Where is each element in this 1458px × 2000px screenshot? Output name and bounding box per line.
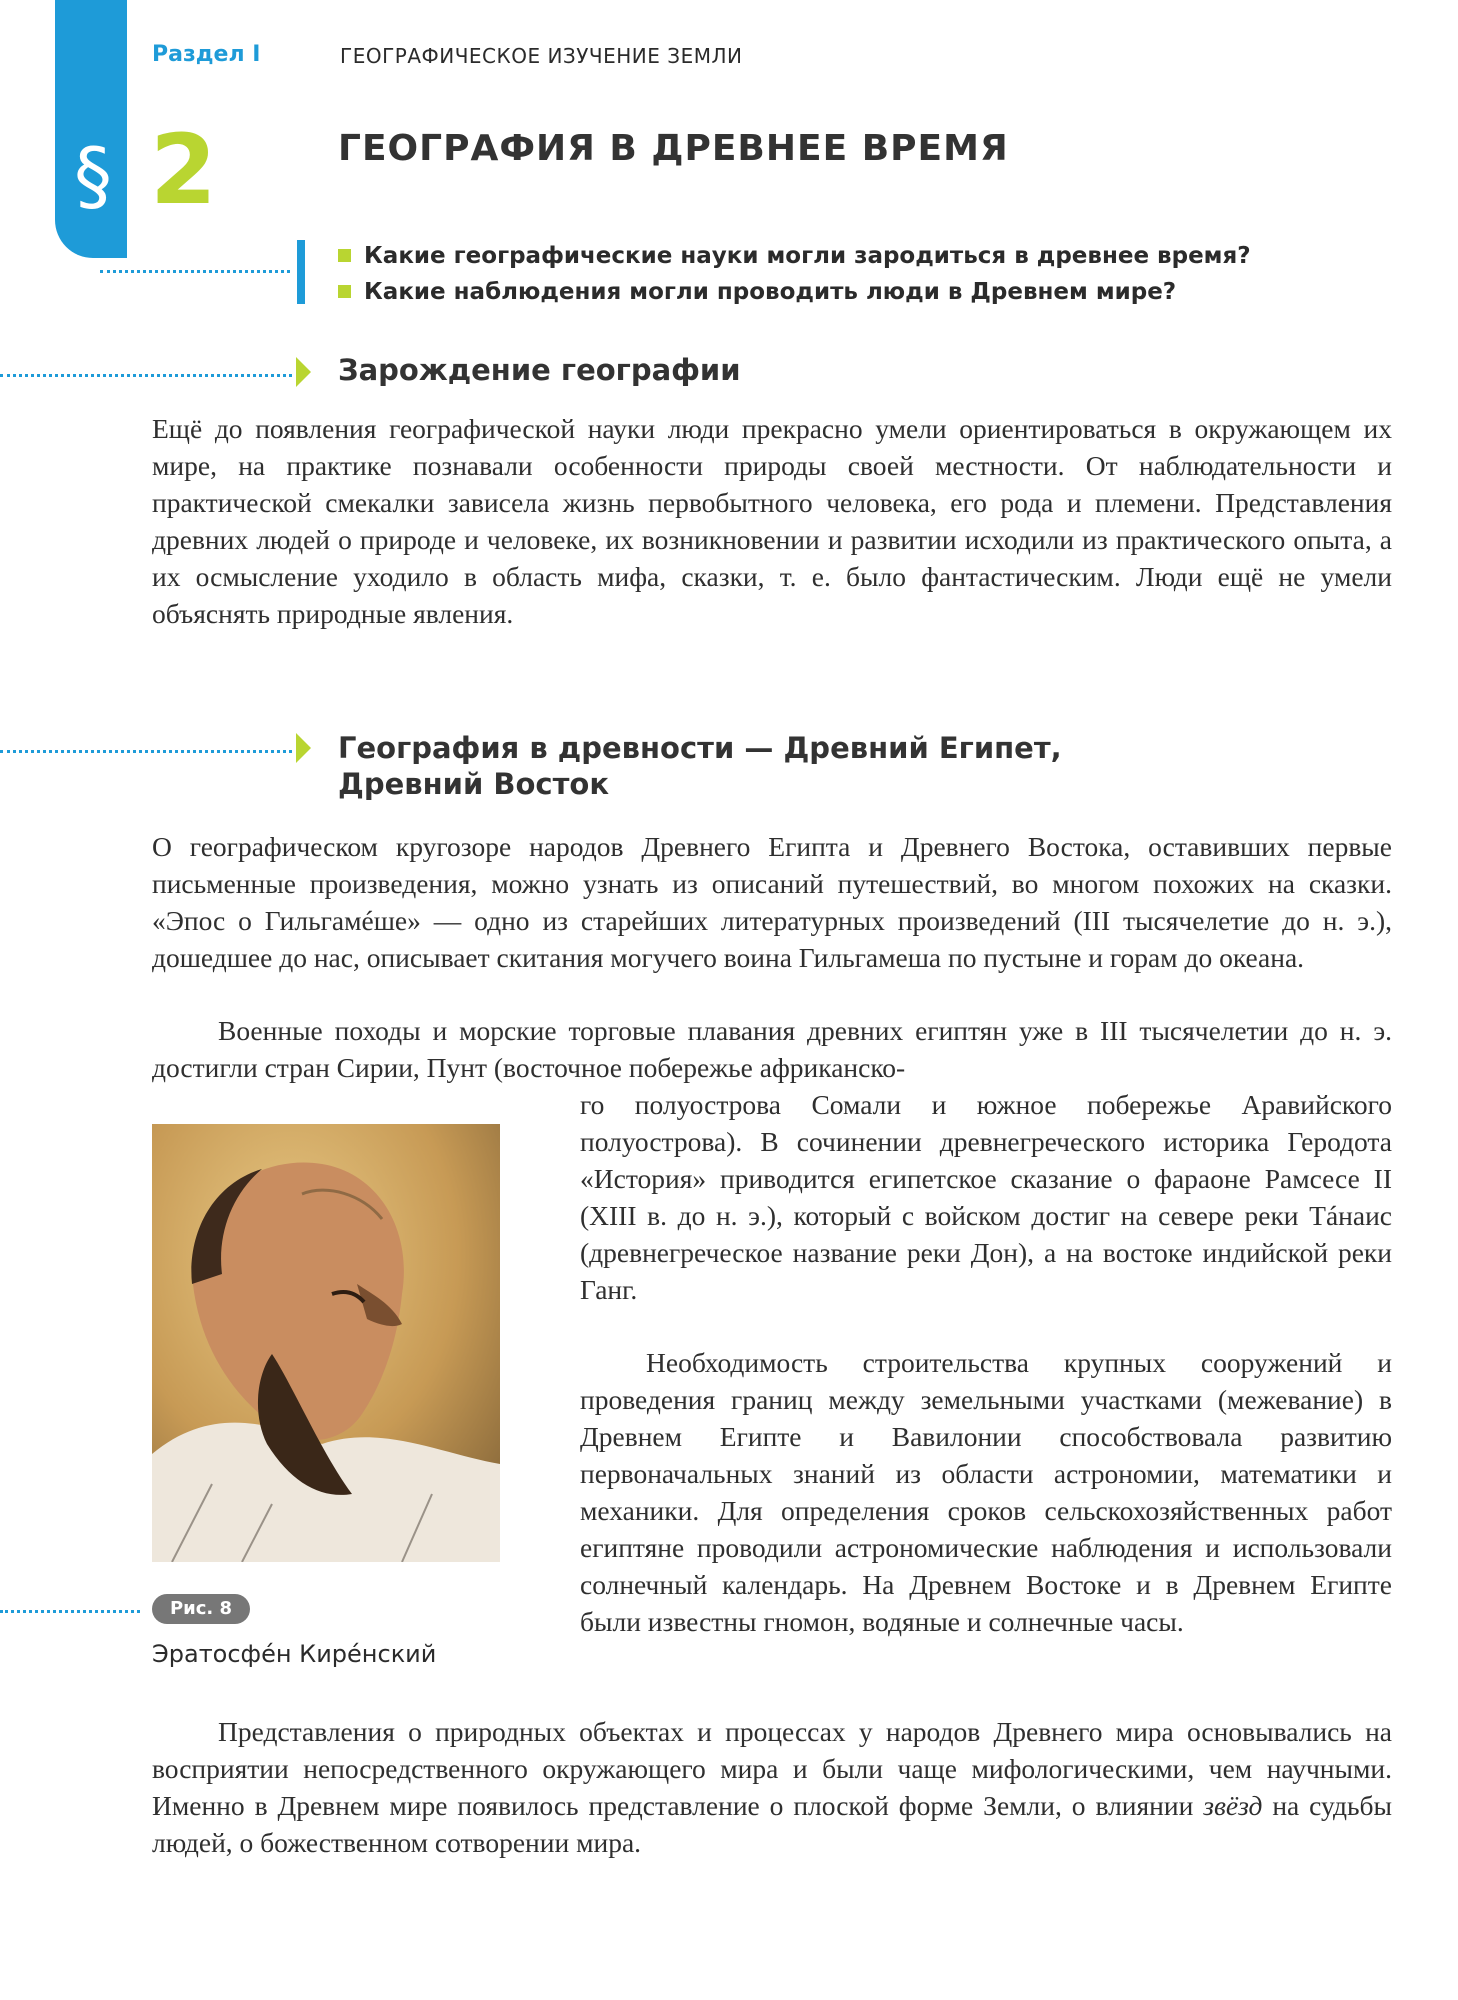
dotted-rule <box>0 1610 140 1613</box>
paragraph-number: 2 <box>150 114 217 226</box>
figure-badge: Рис. 8 <box>152 1594 250 1624</box>
body-paragraph: О географическом кругозоре народов Древнего Египта и Древнего Востока, оставивших первые письменные произведения, можно узнать из описаний путешествий, во многом похожих на сказки. «Эпос о Гильгамéше» — одно из старейших литературных произведений (III тысячелетие до н. э.), дошедшее до нас, описывает скитания могучего воина Гильгамеша по пустыне и горам до океана. <box>152 831 1392 973</box>
body-paragraph: Ещё до появления географической науки люди прекрасно умели ориентироваться в окружающем их мире, на практике познавали особенности природы своей местности. От наблюдательности и практической смекалки зависела жизнь первобытного человека, его рода и племени. Представления древних людей о природе и человеке, их возникновении и развитии исходили из практического опыта, а их осмысление уходило в область мифа, сказки, т. е. было фантастическим. Люди ещё не умели объяснять природные явления. <box>152 413 1392 629</box>
paragraph-sign: § <box>74 131 112 220</box>
arrow-right-icon <box>296 733 311 763</box>
section-title: ГЕОГРАФИЧЕСКОЕ ИЗУЧЕНИЕ ЗЕМЛИ <box>340 44 743 68</box>
dotted-rule <box>0 750 292 753</box>
portrait-drawing <box>152 1124 500 1562</box>
body-paragraph: Необходимость строительства крупных сооружений и проведения границ между земельными участками (межевание) в Древнем Египте и Вавилонии способствовала развитию первоначальных знаний из области астрономии, математики и механики. Для определения сроков сельскохозяйственных работ египтяне проводили астрономические наблюдения и использовали солнечный календарь. На Древнем Востоке и в Древнем Египте были известны гномон, водяные и солнечные часы. <box>580 1347 1392 1637</box>
portrait-illustration <box>152 1124 500 1562</box>
bullet-square-icon <box>338 285 351 298</box>
dotted-rule <box>0 374 292 377</box>
body-paragraph: Военные походы и морские торговые плавания древних египтян уже в III тысячелетии до н. э. достигли стран Сирии, Пунт (восточное побережье африканско- <box>152 1015 1392 1083</box>
chapter-title: ГЕОГРАФИЯ В ДРЕВНЕЕ ВРЕМЯ <box>338 128 1009 169</box>
subheading-origin: Зарождение географии <box>338 353 741 387</box>
body-paragraph: го полуострова Сомали и южное побережье Аравийского полуострова). В сочинении древнегреческого историка Геродота «История» приводится египетское сказание о фараоне Рамсесе II (XIII в. до н. э.), который с войском достиг на севере реки Тáнаис (древнегреческое название реки Дон), а на востоке индийской реки Ганг. <box>580 1089 1392 1305</box>
dotted-rule <box>100 270 290 273</box>
section-label: Раздел I <box>152 42 261 67</box>
subheading-antiquity: География в древности — Древний Египет, Древний Восток <box>338 731 1062 801</box>
key-questions <box>338 238 1251 310</box>
questions-bar <box>297 240 305 304</box>
figure-caption: Эратосфéн Кирéнский <box>152 1640 437 1668</box>
bullet-square-icon <box>338 249 351 262</box>
body-paragraph: Представления о природных объектах и процессах у народов Древнего мира основывались на восприятии непосредственного окружающего мира и были чаще мифологическими, чем научными. Именно в Древнем мире появилось представление о плоской форме Земли, о влиянии звёзд на судьбы людей, о божественном сотворении мира. <box>152 1716 1393 1858</box>
question-item: Какие географические науки могли зародиться в древнее время? <box>338 238 1251 274</box>
question-item: Какие наблюдения могли проводить люди в Древнем мире? <box>338 274 1251 310</box>
arrow-right-icon <box>296 357 311 387</box>
